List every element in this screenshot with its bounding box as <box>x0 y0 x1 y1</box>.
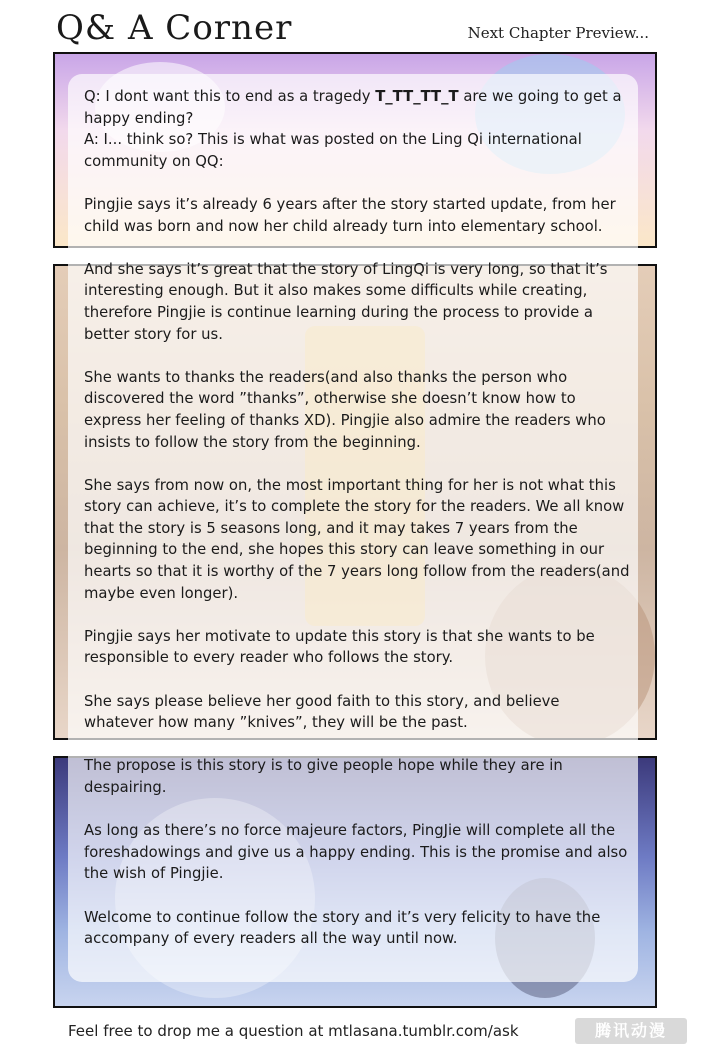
question-prefix: Q: I dont want this to end as a tragedy <box>84 88 376 105</box>
publisher-logo: 腾讯动漫 <box>575 1018 687 1044</box>
paragraph: As long as there’s no force majeure factors, PingJie will complete all the foreshadowings and give us a happy ending. This is the promise and also the wish of Pingjie. <box>84 822 628 883</box>
page-title: Q& A Corner <box>56 8 293 48</box>
paragraph: The propose is this story is to give people hope while they are in despairing. <box>84 757 563 796</box>
paragraph: Pingjie says her motivate to update this story is that she wants to be responsible to every reader who follows the story. <box>84 627 595 667</box>
next-chapter-preview: Next Chapter Preview... <box>467 24 649 42</box>
footer-note: Feel free to drop me a question at mtlasana.tumblr.com/ask <box>68 1022 519 1040</box>
paragraph: Pingjie says it’s already 6 years after the story started update, from her child was born and now her child already turn into elementary school. <box>84 195 616 235</box>
question-suffix: are we going to get a happy ending? <box>84 88 622 127</box>
paragraph: She says please believe her good faith to this story, and believe whatever how many ”knives”, they will be the past. <box>84 692 560 732</box>
question <box>84 86 632 129</box>
paragraph: Welcome to continue follow the story and it’s very felicity to have the accompany of every readers all the way until now. <box>84 908 601 948</box>
paragraph: She wants to thanks the readers(and also thanks the person who discovered the word ”thanks”, otherwise she doesn’t know how to express her feeling of thanks XD). Pingjie also admire the readers who insists to follow the story from the beginning. <box>84 368 606 451</box>
qa-content <box>84 86 632 971</box>
paragraph: She says from now on, the most important thing for her is not what this story can achieve, it’s to complete the story for the readers. We all know that the story is 5 seasons long, and it may takes 7 years from the beginning to the end, she hopes this story can leave something in our hearts so that it is worthy of the 7 years long follow from the readers(and maybe even longer). <box>84 476 630 602</box>
answer-intro: A: I... think so? This is what was posted on the Ling Qi international community on QQ: <box>84 131 582 170</box>
question-emote: T_TT_TT_T <box>375 88 459 105</box>
paragraph: And she says it’s great that the story of LingQi is very long, so that it’s interesting enough. But it also makes some difficults while creating, therefore Pingjie is continue learning during the process to provide a better story for us. <box>84 260 608 343</box>
